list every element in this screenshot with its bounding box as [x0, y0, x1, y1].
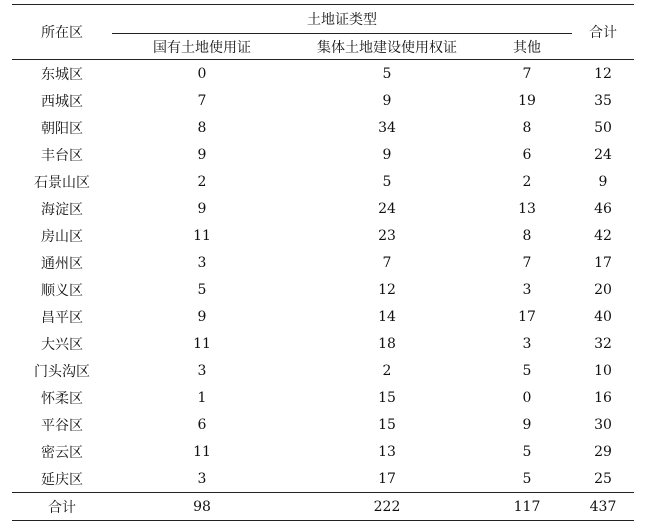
table-total-row: [12, 493, 634, 521]
cell-district: 延庆区: [12, 465, 112, 493]
cell-total: 24: [594, 146, 612, 163]
cell-district: 西城区: [41, 93, 83, 110]
cell-district: 石景山区: [34, 174, 90, 191]
cell-other: 8: [522, 119, 532, 136]
cell-collective-certificate: 13: [378, 443, 396, 460]
cell-district: 通州区: [41, 255, 83, 272]
header-collective-certificate: 集体土地建设使用权证: [292, 34, 482, 60]
cell-total: 46: [594, 200, 612, 217]
cell-other: 117: [482, 493, 572, 521]
cell-state-certificate: 0: [197, 65, 207, 82]
cell-total: 25: [572, 465, 634, 493]
table-row: [12, 303, 634, 330]
cell-other: 5: [482, 465, 572, 493]
cell-total: 16: [594, 389, 612, 406]
cell-collective-certificate: 5: [382, 65, 392, 82]
cell-district: 平谷区: [41, 417, 83, 434]
table-body: [12, 60, 634, 521]
cell-total: 437: [572, 493, 634, 521]
cell-district: 门头沟区: [34, 363, 90, 380]
cell-state-certificate: 98: [112, 493, 292, 521]
cell-other: 8: [522, 227, 532, 244]
table-row: [12, 114, 634, 141]
table-row: [12, 411, 634, 438]
cell-collective-certificate: 222: [292, 493, 482, 521]
cell-total: 40: [594, 308, 612, 325]
cell-state-certificate: 9: [197, 308, 207, 325]
cell-district: 昌平区: [41, 309, 83, 326]
cell-total: 32: [594, 335, 612, 352]
cell-total: 10: [594, 362, 612, 379]
cell-district: 大兴区: [41, 336, 83, 353]
cell-collective-certificate: 23: [378, 227, 396, 244]
cell-collective-certificate: 9: [382, 146, 392, 163]
cell-total: 50: [594, 119, 612, 136]
cell-state-certificate: 11: [193, 335, 211, 352]
cell-collective-certificate: 9: [382, 92, 392, 109]
cell-total: 20: [594, 281, 612, 298]
cell-collective-certificate: 15: [378, 416, 396, 433]
cell-other: 3: [522, 335, 532, 352]
cell-collective-certificate: 17: [292, 465, 482, 493]
cell-district: 东城区: [41, 66, 83, 83]
cell-total: 30: [594, 416, 612, 433]
table-row: [12, 222, 634, 249]
table-row: [12, 249, 634, 276]
cell-total: 35: [594, 92, 612, 109]
cell-total: 9: [598, 173, 608, 190]
table-row: [12, 195, 634, 222]
cell-other: 17: [518, 308, 536, 325]
cell-district: 合计: [12, 493, 112, 521]
cell-total: 42: [594, 227, 612, 244]
cell-other: 7: [522, 65, 532, 82]
cell-state-certificate: 7: [197, 92, 207, 109]
cell-state-certificate: 9: [197, 200, 207, 217]
cell-collective-certificate: 14: [378, 308, 396, 325]
table-row: [12, 438, 634, 465]
table-header: [12, 5, 634, 60]
table-row: [12, 168, 634, 195]
cell-district: 朝阳区: [41, 120, 83, 137]
cell-total: 17: [594, 254, 612, 271]
cell-total: 12: [594, 65, 612, 82]
table-row: [12, 141, 634, 168]
cell-state-certificate: 3: [112, 465, 292, 493]
cell-district: 密云区: [41, 444, 83, 461]
cell-collective-certificate: 18: [378, 335, 396, 352]
cell-state-certificate: 5: [197, 281, 207, 298]
cell-state-certificate: 6: [197, 416, 207, 433]
cell-state-certificate: 3: [197, 362, 207, 379]
cell-state-certificate: 3: [197, 254, 207, 271]
cell-other: 6: [522, 146, 532, 163]
cell-district: 顺义区: [41, 282, 83, 299]
cell-state-certificate: 8: [197, 119, 207, 136]
header-total: 合计: [572, 5, 634, 60]
cell-state-certificate: 2: [197, 173, 207, 190]
table-row: [12, 330, 634, 357]
cell-district: 海淀区: [41, 201, 83, 218]
cell-state-certificate: 11: [193, 227, 211, 244]
cell-other: 9: [522, 416, 532, 433]
cell-other: 19: [518, 92, 536, 109]
cell-other: 2: [522, 173, 532, 190]
cell-collective-certificate: 5: [382, 173, 392, 190]
cell-collective-certificate: 34: [378, 119, 396, 136]
table-row: [12, 465, 634, 493]
table-row: [12, 357, 634, 384]
table-row: [12, 384, 634, 411]
cell-other: 5: [522, 443, 532, 460]
table-row: [12, 60, 634, 88]
cell-collective-certificate: 24: [378, 200, 396, 217]
cell-other: 13: [518, 200, 536, 217]
cell-total: 29: [594, 443, 612, 460]
header-row-top: [12, 5, 634, 34]
cell-other: 7: [522, 254, 532, 271]
cell-state-certificate: 1: [197, 389, 207, 406]
cell-district: 丰台区: [41, 147, 83, 164]
header-district: 所在区: [12, 5, 112, 60]
table-row: [12, 276, 634, 303]
table-row: [12, 87, 634, 114]
cell-other: 5: [522, 362, 532, 379]
cell-other: 3: [522, 281, 532, 298]
cell-district: 怀柔区: [41, 390, 83, 407]
cell-collective-certificate: 15: [378, 389, 396, 406]
header-state-certificate: 国有土地使用证: [112, 34, 292, 60]
header-other: 其他: [482, 34, 572, 60]
cell-collective-certificate: 2: [382, 362, 392, 379]
cell-other: 0: [522, 389, 532, 406]
cell-state-certificate: 11: [193, 443, 211, 460]
cell-state-certificate: 9: [197, 146, 207, 163]
cell-collective-certificate: 12: [378, 281, 396, 298]
header-certificate-type: 土地证类型: [112, 5, 572, 34]
land-certificate-table: [12, 4, 634, 521]
cell-collective-certificate: 7: [382, 254, 392, 271]
cell-district: 房山区: [41, 228, 83, 245]
